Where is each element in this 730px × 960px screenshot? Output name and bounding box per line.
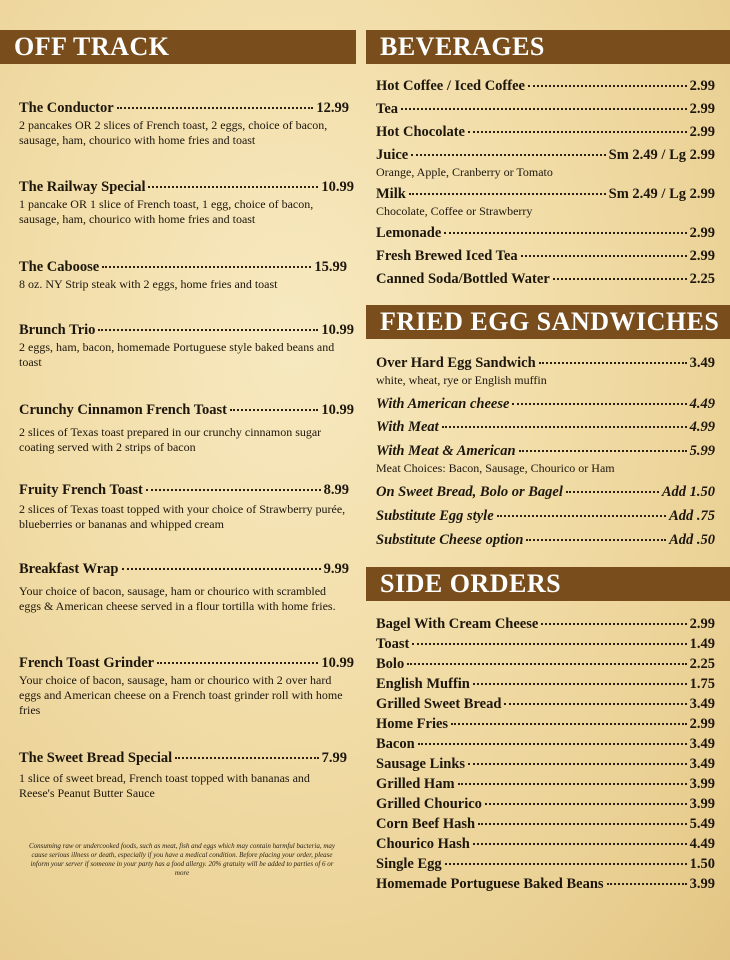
beverage-tea — [376, 101, 715, 118]
item-price: 8.99 — [323, 482, 349, 498]
beverage-lemonade — [376, 225, 715, 242]
item-price: 1.49 — [689, 636, 715, 652]
item-name: English Muffin — [376, 676, 470, 692]
item-price: 3.49 — [689, 355, 715, 371]
side-bolo — [376, 656, 715, 673]
item-name: The Conductor — [19, 100, 114, 116]
item-name: Tea — [376, 101, 399, 117]
item-price: 10.99 — [321, 402, 354, 418]
item-name: Grilled Chourico — [376, 796, 482, 812]
item-name: French Toast Grinder — [19, 655, 155, 671]
item-price: 2.99 — [689, 225, 715, 241]
beverage-juice — [376, 147, 715, 180]
item-price: 2.99 — [689, 616, 715, 632]
item-price: 9.99 — [323, 561, 349, 577]
item-name: With Meat — [376, 419, 439, 435]
item-description: Orange, Apple, Cranberry or Tomato — [376, 165, 553, 179]
side-corn-beef-hash — [376, 816, 715, 833]
item-name: Crunchy Cinnamon French Toast — [19, 402, 228, 418]
item-description: 1 slice of sweet bread, French toast topped with bananas and Reese's Peanut Butter Sauce — [19, 771, 310, 800]
item-description: white, wheat, rye or English muffin — [376, 373, 547, 387]
item-price: 4.49 — [689, 396, 715, 412]
item-price: Add .75 — [669, 508, 715, 524]
item-price: 2.99 — [689, 248, 715, 264]
item-price: 10.99 — [321, 655, 354, 671]
sandwich-with-meat — [376, 419, 715, 436]
item-name: Hot Coffee / Iced Coffee — [376, 78, 525, 94]
item-description: 8 oz. NY Strip steak with 2 eggs, home fries and toast — [19, 277, 278, 291]
item-price: 3.49 — [689, 756, 715, 772]
menu-item-crunchy-cinnamon-french-toast — [19, 402, 354, 455]
item-price: 3.49 — [689, 696, 715, 712]
item-name: Over Hard Egg Sandwich — [376, 355, 536, 371]
item-price: 4.49 — [689, 836, 715, 852]
side-grilled-sweet-bread — [376, 696, 715, 713]
item-name: Bolo — [376, 656, 405, 672]
item-description: 2 slices of Texas toast topped with your choice of Strawberry purée, blueberries or bananas and whipped cream — [19, 502, 346, 531]
item-name: Fresh Brewed Iced Tea — [376, 248, 518, 264]
item-name: On Sweet Bread, Bolo or Bagel — [376, 484, 563, 500]
side-single-egg — [376, 856, 715, 873]
item-name: Canned Soda/Bottled Water — [376, 271, 550, 287]
side-english-muffin — [376, 676, 715, 693]
beverage-milk — [376, 186, 715, 219]
menu-item-railway-special — [19, 179, 354, 227]
item-price: 3.99 — [689, 776, 715, 792]
sandwich-sweet-bread-option — [376, 484, 715, 501]
fried-egg-sandwiches-banner: FRIED EGG SANDWICHES — [366, 305, 730, 339]
side-chourico-hash — [376, 836, 715, 853]
side-bagel — [376, 616, 715, 633]
beverage-hot-coffee — [376, 78, 715, 95]
menu-item-the-caboose — [19, 259, 347, 292]
side-bacon — [376, 736, 715, 753]
side-home-fries — [376, 716, 715, 733]
item-name: Lemonade — [376, 225, 442, 241]
item-price: 2.99 — [689, 124, 715, 140]
item-price: 3.49 — [689, 736, 715, 752]
item-price: 2.25 — [689, 656, 715, 672]
menu-item-breakfast-wrap — [19, 561, 349, 614]
item-name: Bagel With Cream Cheese — [376, 616, 539, 632]
item-name: The Sweet Bread Special — [19, 750, 173, 766]
item-name: Grilled Sweet Bread — [376, 696, 502, 712]
item-price: 5.99 — [689, 443, 715, 459]
item-name: Corn Beef Hash — [376, 816, 476, 832]
menu-item-brunch-trio — [19, 322, 354, 370]
item-name: The Caboose — [19, 259, 100, 275]
item-name: Sausage Links — [376, 756, 466, 772]
item-name: Homemade Portuguese Baked Beans — [376, 876, 604, 892]
menu-item-the-conductor — [19, 100, 349, 148]
sandwich-substitute-egg — [376, 508, 715, 525]
item-price: 1.50 — [689, 856, 715, 872]
item-description: Chocolate, Coffee or Strawberry — [376, 204, 533, 218]
item-name: Milk — [376, 186, 406, 202]
item-description: 2 pancakes OR 2 slices of French toast, 2 eggs, choice of bacon, sausage, ham, chourico with home fries and toast — [19, 118, 328, 147]
beverages-banner: BEVERAGES — [366, 30, 730, 64]
item-name: Chourico Hash — [376, 836, 470, 852]
item-price: 5.49 — [689, 816, 715, 832]
side-sausage-links — [376, 756, 715, 773]
item-price: 1.75 — [689, 676, 715, 692]
item-name: Breakfast Wrap — [19, 561, 119, 577]
item-price: 2.99 — [689, 716, 715, 732]
sandwich-with-american-cheese — [376, 396, 715, 413]
item-price: 2.25 — [689, 271, 715, 287]
beverage-hot-chocolate — [376, 124, 715, 141]
item-price: 2.99 — [689, 101, 715, 117]
item-name: The Railway Special — [19, 179, 146, 195]
side-portuguese-baked-beans — [376, 876, 715, 893]
beverage-soda-water — [376, 271, 715, 288]
item-price: 10.99 — [321, 179, 354, 195]
item-name: Toast — [376, 636, 410, 652]
item-price: Add .50 — [669, 532, 715, 548]
item-name: With American cheese — [376, 396, 510, 412]
menu-item-french-toast-grinder — [19, 655, 354, 718]
item-name: Juice — [376, 147, 409, 163]
item-name: Fruity French Toast — [19, 482, 143, 498]
item-price: Sm 2.49 / Lg 2.99 — [608, 186, 715, 202]
item-description: Your choice of bacon, sausage, ham or chourico with scrambled eggs & American cheese served in a flour tortilla with home fries. — [19, 584, 336, 613]
item-description: Meat Choices: Bacon, Sausage, Chourico or Ham — [376, 461, 615, 475]
item-name: Brunch Trio — [19, 322, 96, 338]
item-price: 15.99 — [314, 259, 347, 275]
menu-item-sweet-bread-special — [19, 750, 347, 801]
item-description: 1 pancake OR 1 slice of French toast, 1 egg, choice of bacon, sausage, ham, chourico with home fries and toast — [19, 197, 314, 226]
side-grilled-chourico — [376, 796, 715, 813]
item-price: Sm 2.49 / Lg 2.99 — [608, 147, 715, 163]
side-toast — [376, 636, 715, 653]
sandwich-with-meat-american — [376, 443, 715, 476]
item-name: Substitute Cheese option — [376, 532, 524, 548]
item-price: 4.99 — [689, 419, 715, 435]
side-orders-banner: SIDE ORDERS — [366, 567, 730, 601]
item-description: Your choice of bacon, sausage, ham or chourico with 2 over hard eggs and American cheese on a French toast grinder roll with home fries — [19, 673, 343, 717]
item-name: With Meat & American — [376, 443, 516, 459]
item-name: Bacon — [376, 736, 415, 752]
item-name: Hot Chocolate — [376, 124, 465, 140]
side-grilled-ham — [376, 776, 715, 793]
sandwich-substitute-cheese — [376, 532, 715, 549]
item-price: 3.99 — [689, 796, 715, 812]
item-price: 7.99 — [321, 750, 347, 766]
allergy-disclaimer: Consuming raw or undercooked foods, such as meat, fish and eggs which may contain harmful bacteria, may cause serious illness or death, especially if you have a medical condition. Before placing your order, please inform your server if someone in your party has a food allergy. 20% gratuity will be added to parties of 6 or more — [29, 842, 335, 877]
item-description: 2 slices of Texas toast prepared in our crunchy cinnamon sugar coating served with 2 strips of bacon — [19, 425, 322, 454]
sandwich-over-hard-egg — [376, 355, 715, 388]
item-name: Substitute Egg style — [376, 508, 494, 524]
menu-item-fruity-french-toast — [19, 482, 349, 532]
item-price: 2.99 — [689, 78, 715, 94]
item-price: Add 1.50 — [661, 484, 715, 500]
item-name: Grilled Ham — [376, 776, 455, 792]
item-name: Single Egg — [376, 856, 442, 872]
item-description: 2 eggs, ham, bacon, homemade Portuguese style baked beans and toast — [19, 340, 335, 369]
item-price: 12.99 — [316, 100, 349, 116]
item-price: 10.99 — [321, 322, 354, 338]
off-track-banner: OFF TRACK — [0, 30, 356, 64]
beverage-iced-tea — [376, 248, 715, 265]
item-price: 3.99 — [689, 876, 715, 892]
item-name: Home Fries — [376, 716, 449, 732]
